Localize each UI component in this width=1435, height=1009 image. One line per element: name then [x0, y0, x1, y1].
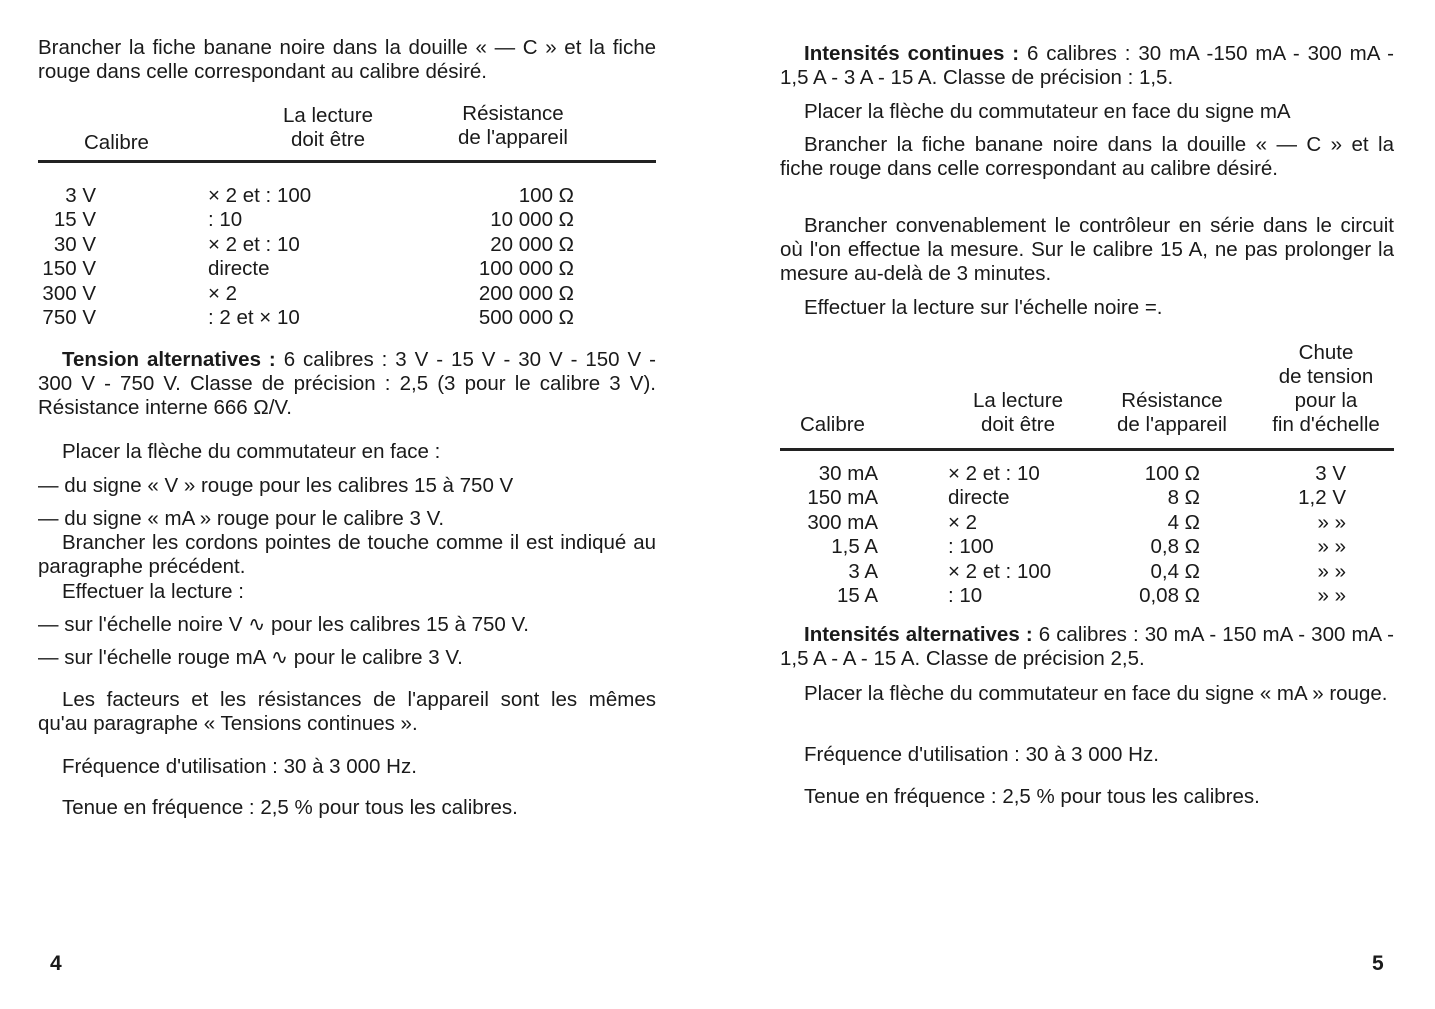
- item-echelle-noire: — sur l'échelle noire V ∿ pour les calibres 15 à 750 V.: [38, 613, 529, 636]
- effectuer-text-right: Effectuer la lecture sur l'échelle noire =.: [804, 296, 1163, 319]
- right-page: [780, 0, 1394, 1009]
- r-header-resistance-line2: de l'appareil: [1117, 413, 1227, 436]
- item-signe-v: — du signe « V » rouge pour les calibres 15 à 750 V: [38, 474, 514, 497]
- left-row-lecture-cell: × 2 et : 100: [208, 184, 312, 207]
- r-table-rule: [780, 448, 1394, 451]
- left-row-calibre-cell: 3 V: [65, 184, 96, 207]
- tension-text: 6 calibres : 3 V - 15 V - 30 V - 150 V - 300 V - 750 V. Classe de précision : 2,5 (3 pour le calibre 3 V). Résistance interne 666 Ω/V.: [38, 348, 656, 419]
- right-row-resistance-cell: 0,4 Ω: [1150, 559, 1200, 583]
- r-header-lecture-line2: doit être: [980, 413, 1056, 436]
- frequence-text-right: Fréquence d'utilisation : 30 à 3 000 Hz.: [804, 743, 1159, 766]
- right-row-resistance-cell: 0,08 Ω: [1139, 584, 1200, 607]
- right-row-calibre-cell: 300 mA: [807, 510, 878, 534]
- left-row-calibre-cell: 15 V: [53, 208, 96, 232]
- left-row-resistance-cell: 10 000 Ω: [490, 208, 574, 232]
- r-header-chute-line2: de tension: [1278, 365, 1374, 388]
- table-rule: [38, 160, 656, 163]
- header-resistance-line1: Résistance: [462, 102, 564, 125]
- item-signe-ma: — du signe « mA » rouge pour le calibre 3 V.: [38, 507, 445, 530]
- header-calibre: Calibre: [84, 131, 149, 154]
- right-row-lecture-cell: × 2 et : 100: [948, 559, 1052, 583]
- left-row-calibre-cell: 150 V: [42, 257, 96, 281]
- alt-paragraph: [780, 623, 1394, 671]
- left-row-lecture-cell: : 10: [208, 208, 243, 232]
- r-header-chute-line1: Chute: [1298, 341, 1354, 364]
- intro-paragraph: [38, 36, 656, 84]
- facteurs-paragraph: Les facteurs et les résistances de l'appareil sont les mêmes qu'au paragraphe « Tensions continues ».: [38, 688, 656, 735]
- left-row-resistance-cell: 100 Ω: [518, 184, 574, 207]
- page-number-left: 4: [50, 952, 62, 975]
- right-row-calibre-cell: 15 A: [836, 584, 878, 607]
- left-row-resistance-cell: 20 000 Ω: [490, 232, 574, 256]
- right-row-calibre-cell: 30 mA: [818, 462, 878, 485]
- header-resistance-line2: de l'appareil: [458, 126, 568, 149]
- placer-alt-paragraph: Placer la flèche du commutateur en face du signe « mA » rouge.: [804, 682, 1388, 705]
- alt-title: Intensités alternatives :: [804, 623, 1033, 646]
- left-row-lecture-cell: : 2 et × 10: [208, 306, 300, 329]
- right-row-lecture-cell: : 100: [948, 535, 994, 559]
- right-row-resistance-cell: 8 Ω: [1167, 486, 1200, 510]
- right-row-chute-cell: » »: [1317, 535, 1346, 559]
- intro-text: Brancher la fiche banane noire dans la douille « — C » et la fiche rouge dans celle correspondant au calibre désiré.: [38, 36, 656, 83]
- right-row-calibre-cell: 1,5 A: [831, 535, 878, 559]
- right-row-lecture-cell: directe: [948, 486, 1010, 510]
- right-row-calibre-cell: 3 A: [848, 559, 878, 583]
- intensites-text: 6 calibres : 30 mA -150 mA - 300 mA - 1,5 A - 3 A - 15 A. Classe de précision : 1,5.: [780, 42, 1394, 89]
- right-row-resistance-cell: 0,8 Ω: [1150, 535, 1200, 559]
- right-row-resistance-cell: 4 Ω: [1167, 510, 1200, 534]
- right-row-chute-cell: » »: [1317, 584, 1346, 607]
- placer-text: Placer la flèche du commutateur en face :: [62, 440, 441, 463]
- right-row-chute-cell: » »: [1317, 510, 1346, 534]
- brancher-paragraph: Brancher les cordons pointes de touche comme il est indiqué au paragraphe précédent.: [38, 531, 656, 578]
- page-number-right: 5: [1372, 952, 1384, 975]
- intensites-title: Intensités continues :: [804, 42, 1020, 65]
- item-echelle-rouge: — sur l'échelle rouge mA ∿ pour le calibre 3 V.: [38, 646, 463, 669]
- left-row-resistance-cell: 100 000 Ω: [478, 257, 574, 281]
- right-row-lecture-cell: × 2: [948, 510, 978, 534]
- left-page: [38, 0, 656, 1009]
- right-row-lecture-cell: : 10: [948, 584, 983, 607]
- right-row-lecture-cell: × 2 et : 10: [948, 462, 1040, 485]
- tenue-text-right: Tenue en fréquence : 2,5 % pour tous les calibres.: [804, 785, 1260, 808]
- r-header-lecture-line1: La lecture: [972, 389, 1064, 412]
- left-row-calibre-cell: 30 V: [53, 232, 96, 256]
- left-row-resistance-cell: 500 000 Ω: [478, 306, 574, 329]
- brancher-serie-paragraph: Brancher convenablement le contrôleur en série dans le circuit où l'on effectue la mesure. Sur le calibre 15 A, ne pas prolonger la mesure au-delà de 3 minutes.: [780, 214, 1394, 285]
- right-row-calibre-cell: 150 mA: [807, 486, 878, 510]
- left-row-calibre-cell: 750 V: [42, 306, 96, 329]
- left-row-calibre-cell: 300 V: [42, 281, 96, 305]
- header-lecture-line1: La lecture: [282, 104, 374, 127]
- alt-text: 6 calibres : 30 mA - 150 mA - 300 mA - 1,5 A - A - 15 A. Classe de précision 2,5.: [780, 623, 1394, 670]
- right-row-chute-cell: 1,2 V: [1298, 486, 1346, 510]
- tenue-text: Tenue en fréquence : 2,5 % pour tous les calibres.: [62, 796, 518, 819]
- r-header-chute-line3: pour la: [1294, 389, 1358, 412]
- tension-title: Tension alternatives :: [62, 348, 276, 371]
- right-row-chute-cell: 3 V: [1315, 462, 1346, 485]
- left-row-lecture-cell: × 2: [208, 281, 238, 305]
- r-header-chute-line4: fin d'échelle: [1272, 413, 1380, 436]
- frequence-text: Fréquence d'utilisation : 30 à 3 000 Hz.: [62, 755, 417, 778]
- header-lecture-line2: doit être: [290, 128, 366, 151]
- r-header-resistance-line1: Résistance: [1121, 389, 1223, 412]
- intensites-paragraph: [780, 42, 1394, 90]
- brancher-fiche-paragraph: Brancher la fiche banane noire dans la douille « — C » et la fiche rouge dans celle correspondant au calibre désiré.: [780, 133, 1394, 180]
- left-row-lecture-cell: directe: [208, 257, 270, 281]
- left-row-resistance-cell: 200 000 Ω: [478, 281, 574, 305]
- effectuer-text: Effectuer la lecture :: [62, 580, 244, 603]
- right-row-chute-cell: » »: [1317, 559, 1346, 583]
- tension-paragraph: [38, 348, 656, 420]
- placer-text-right: Placer la flèche du commutateur en face du signe mA: [804, 100, 1291, 123]
- r-header-calibre: Calibre: [800, 413, 865, 436]
- right-row-resistance-cell: 100 Ω: [1144, 462, 1200, 485]
- left-row-lecture-cell: × 2 et : 10: [208, 232, 300, 256]
